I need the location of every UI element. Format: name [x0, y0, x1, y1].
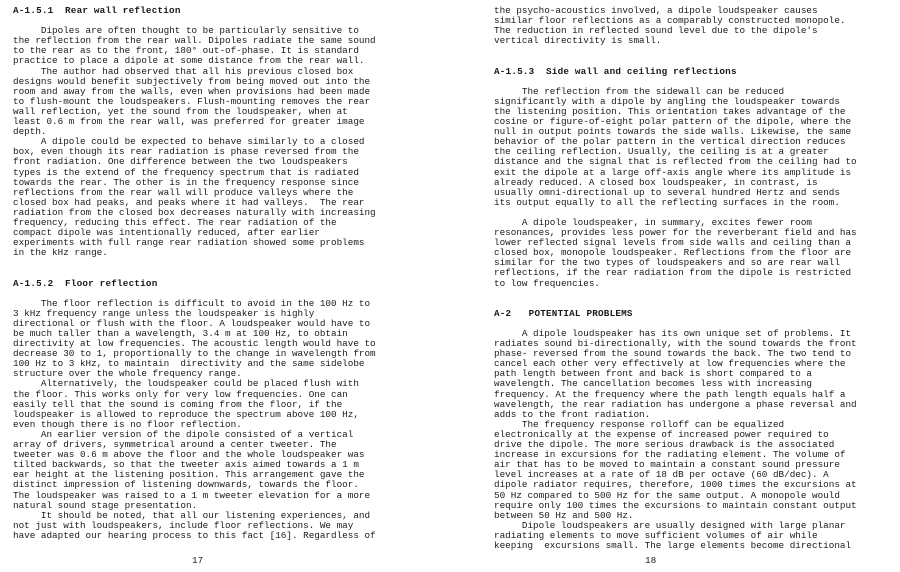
text-line: 3 kHz frequency range unless the loudspeaker is highly — [13, 307, 315, 319]
text-line: adds to the front radiation. — [494, 408, 651, 420]
text-line: A dipole loudspeaker, in summary, excites fewer room — [494, 216, 813, 228]
text-line: A dipole could be expected to behave similarly to a closed — [13, 136, 365, 148]
text-line: compact dipole was intentionally reduced, after earlier — [13, 227, 320, 239]
page-17-text-column — [13, 6, 413, 541]
text-line: practice to place a dipole at some distance from the rear wall. — [13, 55, 365, 67]
text-line: radiating elements to move sufficient volumes of air while — [494, 529, 818, 541]
text-line: It should be noted, that all our listening experiences, and — [13, 509, 371, 521]
text-line: between 50 Hz and 500 Hz. — [494, 509, 634, 521]
text-line: behavior of the polar pattern in the vertical direction reduces — [494, 136, 846, 148]
text-line: radiation from the closed box decreases naturally with increasing — [13, 206, 376, 218]
text-line: tilted backwards, so that the tweeter axis aimed towards a 1 m — [13, 459, 359, 471]
text-line: distance and the signal that is reflected from the ceiling had to — [494, 156, 857, 168]
text-line: resonances, provides less power for the reverberant field and has — [494, 227, 857, 239]
text-line: A dipole loudspeaker has its own unique set of problems. It — [494, 328, 852, 339]
text-line: frequency, reducing this effect. The rear radiation of the — [13, 216, 337, 228]
text-line: already reduced. A closed box loudspeaker, in contrast, is — [494, 176, 818, 188]
text-line: designs would benefit subjectively from being moved out into the — [13, 75, 371, 87]
text-line: An earlier version of the dipole consisted of a vertical — [13, 428, 354, 440]
text-line: frequency. At the frequency where the path length equals half a — [494, 388, 846, 400]
text-line: The floor reflection is difficult to avoid in the 100 Hz to — [13, 297, 371, 309]
text-line: the floor. This works only for very low frequencies. One can — [13, 388, 348, 400]
text-line: to the rear as to the front, 180° out-of-phase. It is standard — [13, 45, 359, 57]
section-heading: A-1.5.1 Rear wall reflection — [13, 5, 181, 16]
text-line: closed box, monopole loudspeaker. Reflections from the floor are — [494, 247, 852, 259]
text-line: similar floor reflections as a comparably constructed monopole. — [494, 15, 846, 27]
text-line: radiates sound bi-directionally, with the sound towards the front — [494, 338, 857, 350]
text-line: similar for the two types of loudspeakers and so are rear wall — [494, 257, 840, 269]
text-line: the ceiling reflection. Usually, the ceiling is at a greater — [494, 146, 829, 158]
text-line: in the kHz range. — [13, 247, 108, 259]
text-line: phase- reversed from the sound towards the back. The two tend to — [494, 348, 852, 360]
text-line: The frequency response rolloff can be equalized — [494, 418, 785, 430]
text-line: not just with loudspeakers, include floor reflections. We may — [13, 519, 354, 531]
text-line: natural sound stage presentation. — [13, 499, 198, 511]
section-heading: A-1.5.2 Floor reflection — [13, 277, 158, 289]
text-line: its output equally to all the reflecting surfaces in the room. — [494, 196, 840, 208]
text-line: decrease 30 to 1, proportionally to the change in wavelength from — [13, 348, 376, 360]
text-line: exit the dipole at a large off-axis angle where its amplitude is — [494, 166, 852, 178]
text-line: The loudspeaker was raised to a 1 m tweeter elevation for a more — [13, 489, 371, 501]
text-line: level increases at a rate of 18 dB per octave (60 dB/dec). A — [494, 469, 829, 481]
text-line: air that has to be moved to maintain a constant sound pressure — [494, 459, 840, 471]
text-line: wavelength, the rear radiation has undergone a phase reversal and — [494, 398, 857, 410]
text-line: least 0.6 m from the rear wall, was preferred for greater image — [13, 116, 365, 128]
page-18 — [450, 0, 900, 572]
page-number: 17 — [192, 555, 204, 566]
text-line: structure over the whole frequency range. — [13, 368, 242, 380]
text-line: The reduction in reflected sound level due to the dipole's — [494, 25, 818, 37]
text-line: the reflection from the rear wall. Dipoles radiate the same sound — [13, 35, 376, 47]
text-line: cancel each other very effectively at low frequencies where the — [494, 358, 846, 370]
text-line: tweeter was 0.6 m above the floor and the whole loudspeaker was — [13, 449, 365, 461]
section-heading: A-1.5.3 Side wall and ceiling reflections — [494, 65, 737, 77]
text-line: Alternatively, the loudspeaker could be placed flush with — [13, 378, 359, 390]
text-line: box, even though its rear radiation is phase reversed from the — [13, 146, 359, 158]
text-line: directional or flush with the floor. A loudspeaker would have to — [13, 317, 371, 329]
text-line: array of drivers, symmetrical around a center tweeter. The — [13, 439, 337, 451]
text-line: significantly with a dipole by angling the loudspeaker towards — [494, 95, 840, 107]
page-18-text-column — [494, 6, 892, 551]
text-line: vertical directivity is small. — [494, 35, 662, 47]
text-line: the psycho-acoustics involved, a dipole loudspeaker causes — [494, 5, 818, 16]
text-line: closed box had peaks, and peaks where it had valleys. The rear — [13, 196, 365, 208]
text-line: easily tell that the sound is coming from the floor, if the — [13, 398, 343, 410]
text-line: keeping excursions small. The large elements become directional — [494, 539, 852, 551]
text-line: have adapted our hearing process to this fact [16]. Regardless of — [13, 529, 376, 541]
text-line: loudspeaker is allowed to reproduce the spectrum above 100 Hz, — [13, 408, 359, 420]
text-line: experiments with full range rear radiation showed some problems — [13, 237, 365, 249]
text-line: be much taller than a wavelength, 3.4 m at 100 Hz, to obtain — [13, 328, 348, 339]
text-line: directivity at low frequencies. The acoustic length would have to — [13, 338, 376, 350]
text-line: reflections from the rear wall will produce valleys where the — [13, 186, 354, 198]
text-line: the listening position. This orientation takes advantage of the — [494, 105, 846, 117]
text-line: towards the rear. The other is in the frequency response since — [13, 176, 359, 188]
text-line: drive the dipole. The more serious drawback is the associated — [494, 439, 835, 451]
text-line: depth. — [13, 126, 47, 138]
text-line: 100 Hz to 3 kHz, to maintain directivity and the same sidelobe — [13, 358, 365, 370]
text-line: ear height at the listening position. This arrangement gave the — [13, 469, 365, 481]
text-line: even though there is no floor reflection. — [13, 418, 242, 430]
text-line: 50 Hz compared to 500 Hz for the same output. A monopole would — [494, 489, 840, 501]
page-number: 18 — [645, 555, 657, 566]
text-line: electronically at the expense of increased power required to — [494, 428, 829, 440]
text-line: wall reflection, yet the sound from the loudspeaker, when at — [13, 105, 348, 117]
text-line: The reflection from the sidewall can be reduced — [494, 85, 785, 97]
text-line: cosine or figure-of-eight polar pattern of the dipole, where the — [494, 116, 852, 128]
text-line: reflections, if the rear radiation from the dipole is restricted — [494, 267, 852, 279]
text-line: room and away from the walls, even when provisions had been made — [13, 85, 371, 97]
text-line: usually omni-directional up to several hundred Hertz and sends — [494, 186, 840, 198]
text-line: Dipole loudspeakers are usually designed with large planar — [494, 519, 846, 531]
text-line: lower reflected signal levels from side walls and ceiling than a — [494, 237, 852, 249]
text-line: distinct impression of listening downwards, towards the floor. — [13, 479, 359, 491]
text-line: types is the extend of the frequency spectrum that is radiated — [13, 166, 359, 178]
text-line: dipole radiator requires, therefore, 1000 times the excursions at — [494, 479, 857, 491]
text-line: null in output points towards the side walls. Likewise, the same — [494, 126, 852, 138]
text-line: wavelength. The cancellation becomes less with increasing — [494, 378, 813, 390]
text-line: to low frequencies. — [494, 277, 601, 289]
text-line: The author had observed that all his previous closed box — [13, 65, 354, 77]
text-line: path length between front and back is short compared to a — [494, 368, 813, 380]
blank-line — [13, 258, 413, 268]
text-line: increase in excursions for the radiating element. The volume of — [494, 449, 846, 461]
text-line: require only 100 times the excursions to maintain constant output — [494, 499, 857, 511]
text-line: front radiation. One difference between the two loudspeakers — [13, 156, 348, 168]
text-line: Dipoles are often thought to be particularly sensitive to — [13, 25, 359, 37]
text-line: to flush-mount the loudspeakers. Flush-mounting removes the rear — [13, 95, 371, 107]
blank-line — [494, 289, 892, 299]
blank-line — [494, 46, 892, 56]
section-heading: A-2 POTENTIAL PROBLEMS — [494, 307, 633, 319]
